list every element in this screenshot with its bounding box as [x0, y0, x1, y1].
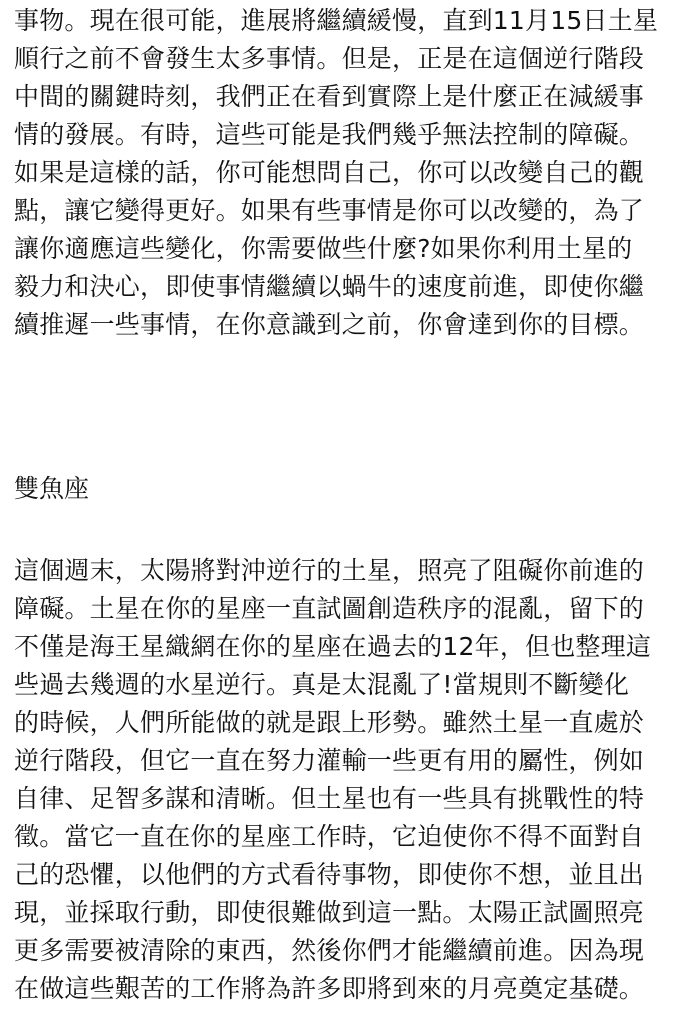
- text-line: 不僅是海王星織網在你的星座在過去的12年，但也整理這: [14, 632, 652, 661]
- text-line: 己的恐懼，以他們的方式看待事物，即使你不想，並且出: [14, 860, 645, 889]
- text-line: 些過去幾週的水星逆行。真是太混亂了!當規則不斷變化: [14, 670, 630, 699]
- text-line: 如果是這樣的話，你可能想問自己，你可以改變自己的觀: [14, 158, 645, 187]
- text-line: 徵。當它一直在你的星座工作時，它迫使你不得不面對自: [14, 822, 645, 851]
- text-line: 毅力和決心，即使事情繼續以蝸牛的速度前進，即使你繼: [14, 272, 645, 301]
- text-line: 順行之前不會發生太多事情。但是，正是在這個逆行階段: [14, 44, 645, 73]
- text-line: 自律、足智多謀和清晰。但土星也有一些具有挑戰性的特: [14, 784, 645, 813]
- text-line: 讓你適應這些變化，你需要做些什麼?如果你利用土星的: [14, 234, 633, 263]
- text-line: 在做這些艱苦的工作將為許多即將到來的月亮奠定基礎。: [14, 974, 645, 1003]
- text-line: 續推遲一些事情，在你意識到之前，你會達到你的目標。: [14, 310, 645, 339]
- text-line: 現，並採取行動，即使很難做到這一點。太陽正試圖照亮: [14, 898, 645, 927]
- text-line: 事物。現在很可能，進展將繼續緩慢，直到11月15日土星: [14, 6, 659, 35]
- text-line: 障礙。土星在你的星座一直試圖創造秩序的混亂，留下的: [14, 594, 645, 623]
- text-line: 的時候，人們所能做的就是跟上形勢。雖然土星一直處於: [14, 708, 645, 737]
- text-line: 逆行階段，但它一直在努力灌輸一些更有用的屬性，例如: [14, 746, 645, 775]
- text-line: 點，讓它變得更好。如果有些事情是你可以改變的，為了: [14, 196, 645, 225]
- section-heading-pisces: 雙魚座: [14, 474, 90, 503]
- text-line: 更多需要被清除的東西，然後你們才能繼續前進。因為現: [14, 936, 645, 965]
- text-line: 中間的關鍵時刻，我們正在看到實際上是什麼正在減緩事: [14, 82, 645, 111]
- text-line: 情的發展。有時，這些可能是我們幾乎無法控制的障礙。: [14, 120, 645, 149]
- text-line: 這個週末，太陽將對沖逆行的土星，照亮了阻礙你前進的: [14, 556, 645, 585]
